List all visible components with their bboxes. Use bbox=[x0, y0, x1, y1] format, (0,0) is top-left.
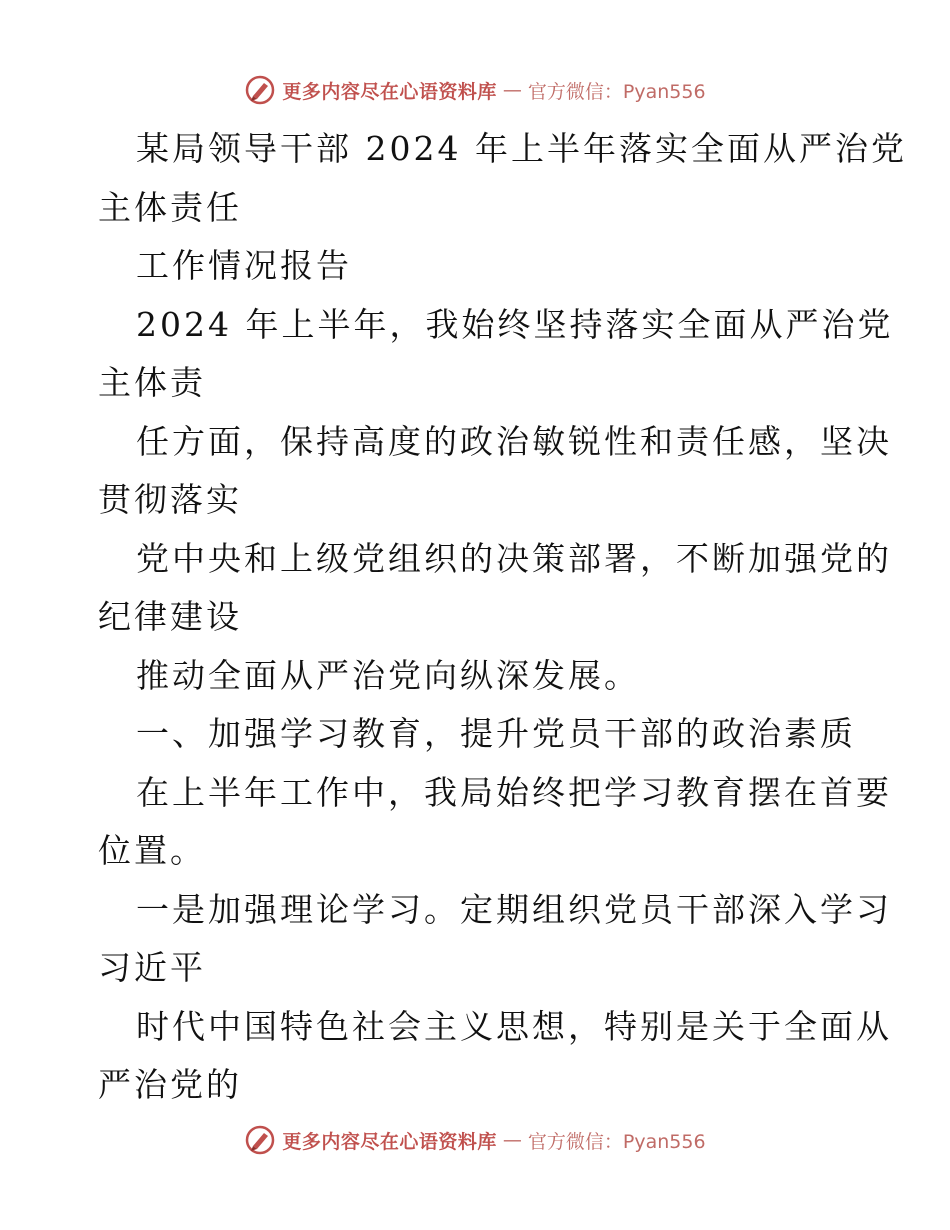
text-line: 一是加强理论学习。定期组织党员干部深入学习 bbox=[136, 889, 892, 929]
pen-logo-icon bbox=[244, 1124, 276, 1156]
watermark-dash: — bbox=[502, 79, 522, 101]
text-line: 党中央和上级党组织的决策部署，不断加强党的 bbox=[136, 538, 892, 578]
text-line: 工作情况报告 bbox=[136, 246, 352, 285]
text-line: 主体责任 bbox=[98, 187, 242, 227]
watermark-wechat: 官方微信：Pyan556 bbox=[527, 1130, 706, 1153]
text-line: 任方面，保持高度的政治敏锐性和责任感，坚决 bbox=[136, 421, 892, 461]
watermark-wechat: 官方微信：Pyan556 bbox=[527, 80, 706, 103]
text-line: 一、加强学习教育，提升党员干部的政治素质 bbox=[136, 714, 856, 753]
header-watermark bbox=[0, 70, 950, 110]
pen-logo-icon bbox=[244, 74, 276, 106]
footer-watermark bbox=[0, 1120, 950, 1160]
text-line: 严治党的 bbox=[98, 1065, 242, 1104]
text-line: 某局领导干部 2024 年上半年落实全面从严治党 bbox=[136, 129, 907, 168]
text-line: 位置。 bbox=[98, 831, 206, 870]
text-line: 纪律建设 bbox=[98, 597, 242, 636]
text-line: 推动全面从严治党向纵深发展。 bbox=[136, 655, 640, 695]
text-line: 贯彻落实 bbox=[98, 480, 242, 519]
text-line: 在上半年工作中，我局始终把学习教育摆在首要 bbox=[136, 772, 892, 812]
text-line: 2024 年上半年，我始终坚持落实全面从严治党 bbox=[136, 304, 894, 344]
text-line: 时代中国特色社会主义思想，特别是关于全面从 bbox=[136, 1006, 892, 1046]
watermark-brand: 更多内容尽在心语资料库 bbox=[282, 1130, 497, 1153]
watermark-dash: — bbox=[502, 1129, 522, 1151]
text-line: 习近平 bbox=[98, 948, 206, 987]
text-line: 主体责 bbox=[98, 363, 206, 402]
document-body bbox=[98, 120, 907, 1115]
watermark-brand: 更多内容尽在心语资料库 bbox=[282, 80, 497, 103]
